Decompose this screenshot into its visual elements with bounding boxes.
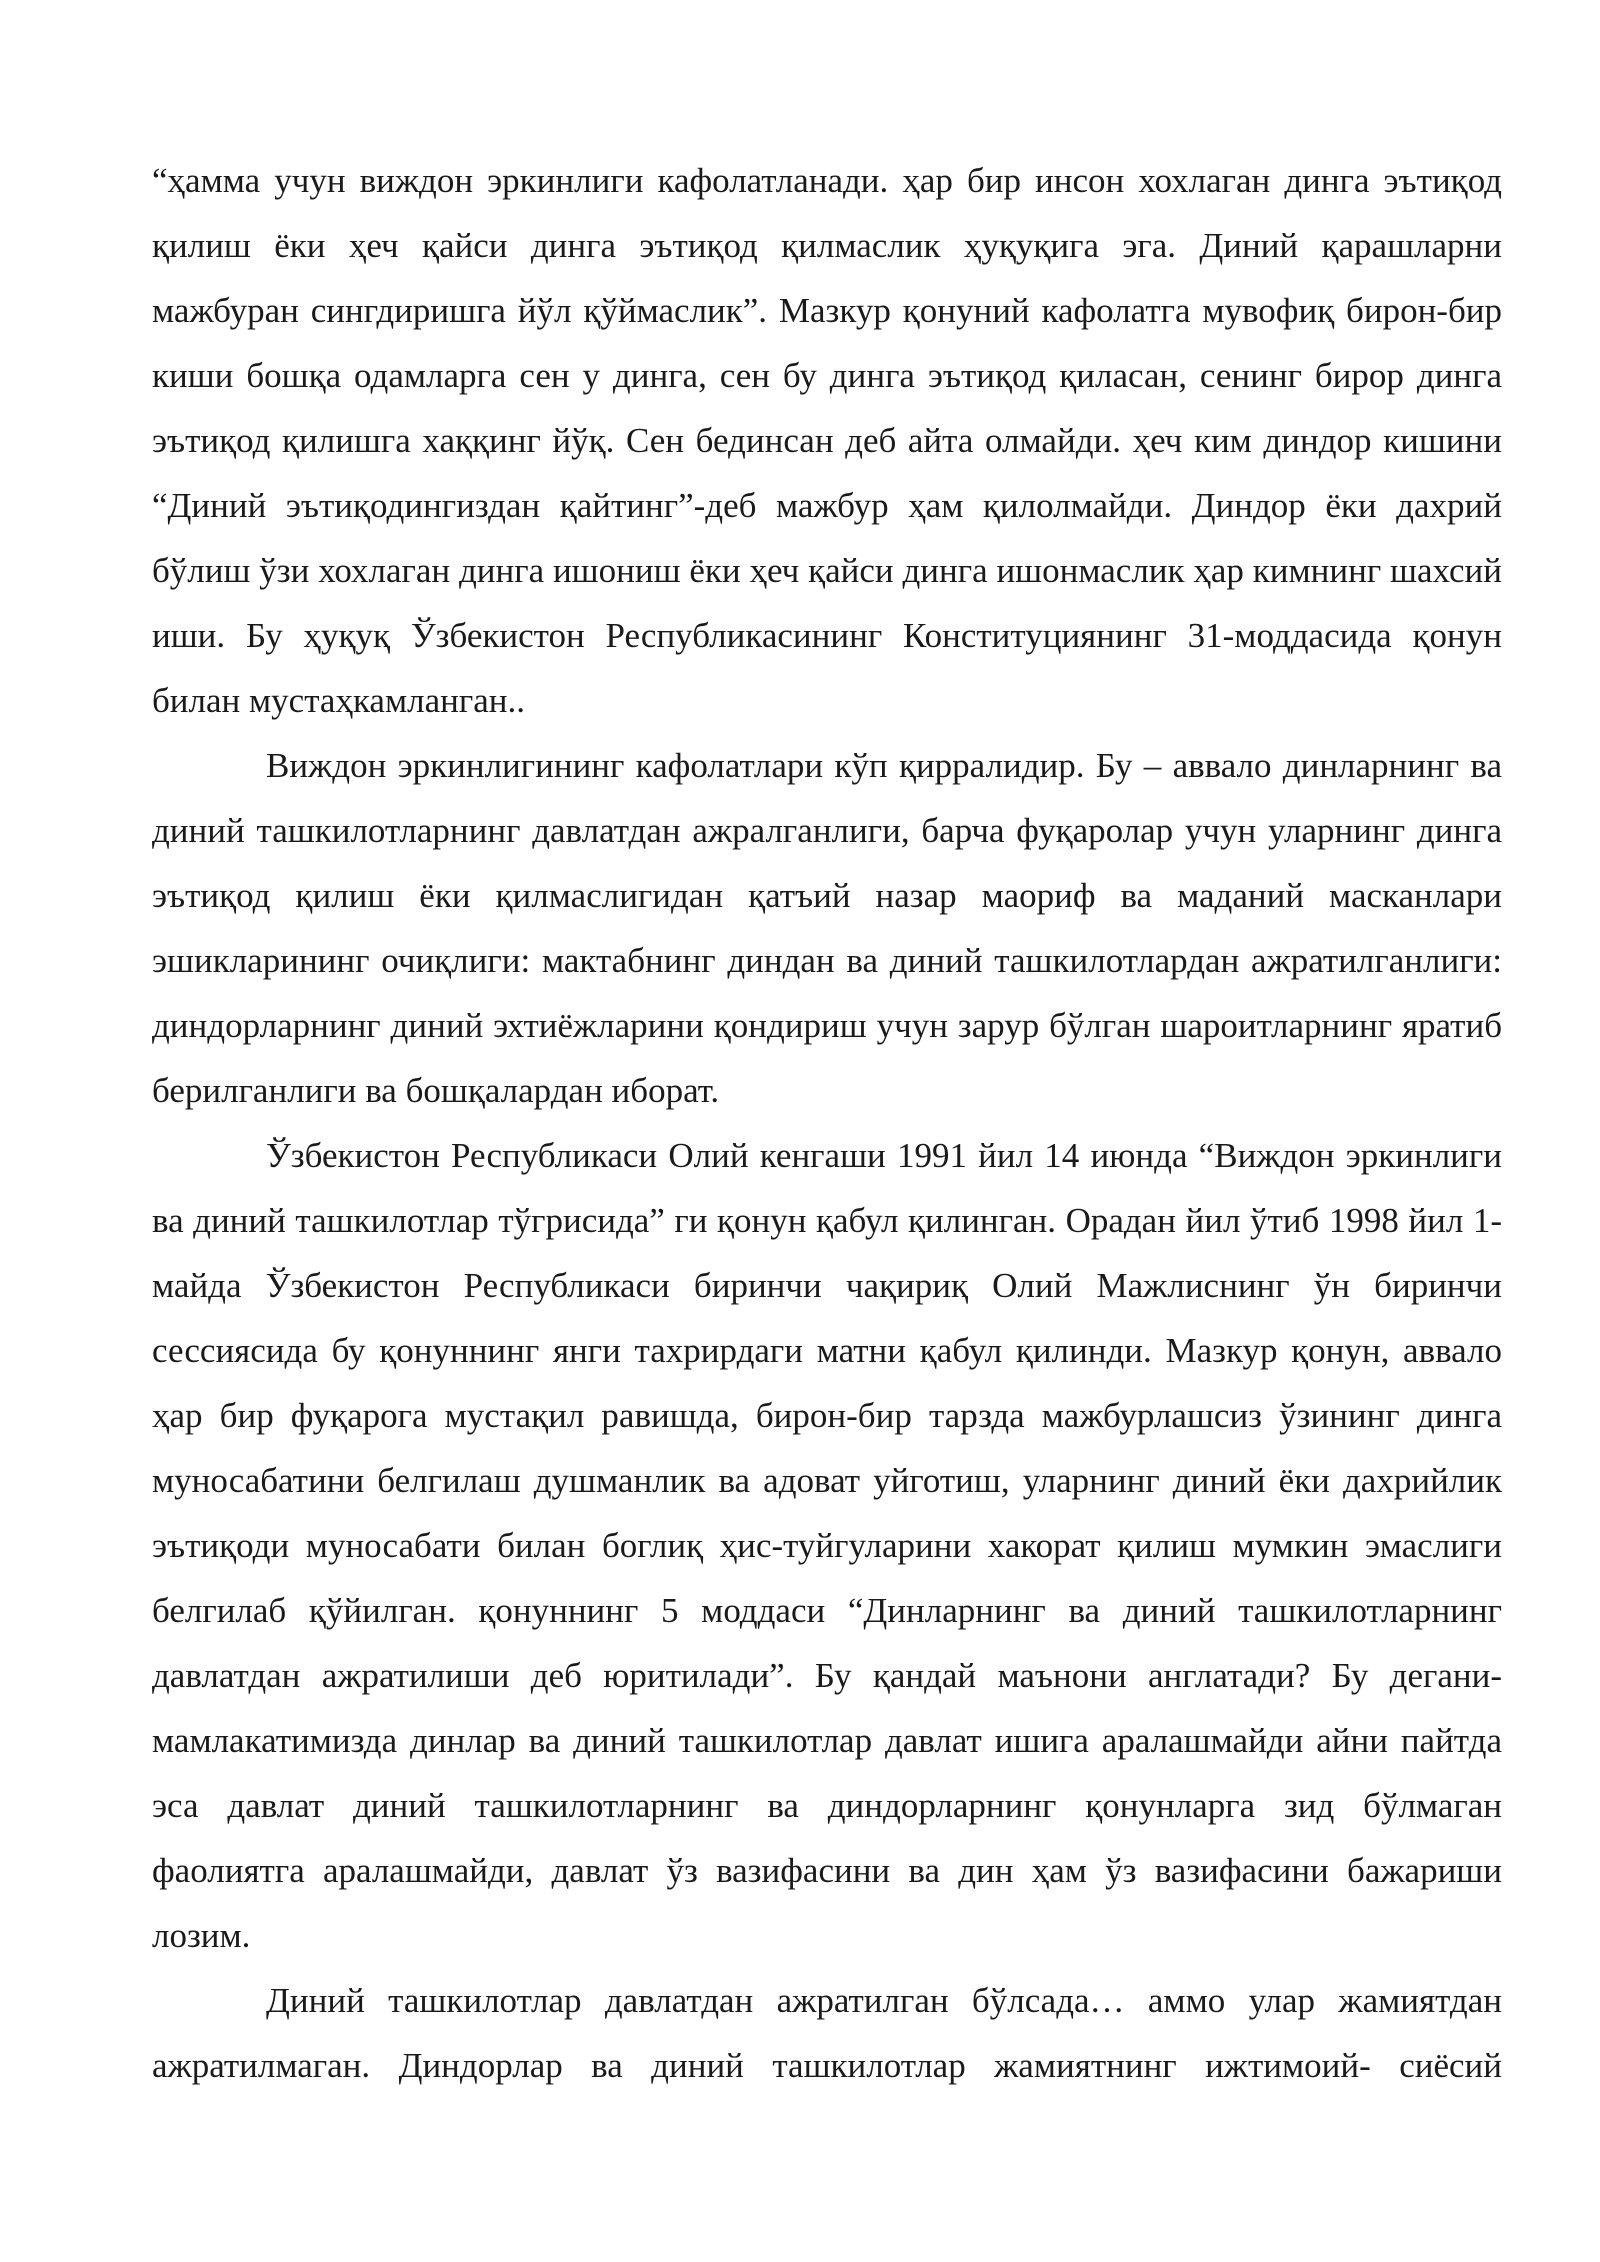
paragraph-2: Виждон эркинлигининг кафолатлари кўп қирралидир. Бу – аввало динларнинг ва диний ташкилотларнинг давлатдан ажралганлиги, барча фуқаролар учун уларнинг динга эътиқод қилиш ёки қилмаслигидан қатъий назар маориф ва маданий масканлари эшикларининг очиқлиги: мактабнинг диндан ва диний ташкилотлардан ажратилганлиги: диндорларнинг диний эхтиёжларини қондириш учун зарур бўлган шароитларнинг яратиб берилганлиги ва бошқалардан иборат.	[152, 746, 1502, 1110]
paragraph-3: Ўзбекистон Республикаси Олий кенгаши 1991 йил 14 июнда “Виждон эркинлиги ва диний ташкилотлар тўгрисида” ги қонун қабул қилинган. Орадан йил ўтиб 1998 йил 1-майда Ўзбекистон Республикаси биринчи чақириқ Олий Мажлиснинг ўн биринчи сессиясида бу қонуннинг янги тахрирдаги матни қабул қилинди. Мазкур қонун, аввало ҳар бир фуқарога мустақил равишда, бирон-бир тарзда мажбурлашсиз ўзининг динга муносабатини белгилаш душманлик ва адоват уйготиш, уларнинг диний ёки дахрийлик эътиқоди муносабати билан боглиқ ҳис-туйгуларини хакорат қилиш мумкин эмаслиги белгилаб қўйилган. қонуннинг 5 моддаси “Динларнинг ва диний ташкилотларнинг давлатдан ажратилиши деб юритилади”. Бу қандай маънони англатади? Бу дегани-мамлакатимизда динлар ва диний ташкилотлар давлат ишига аралашмайди айни пайтда эса давлат диний ташкилотларнинг ва диндорларнинг қонунларга зид бўлмаган фаолиятга аралашмайди, давлат ўз вазифасини ва дин ҳам ўз вазифасини бажариши лозим.	[152, 1136, 1502, 1955]
paragraph-4: Диний ташкилотлар давлатдан ажратилган бўлсада… аммо улар жамиятдан ажратилмаган. Диндорлар ва диний ташкилотлар жамиятнинг ижтимоий- сиёсий	[152, 1981, 1502, 2085]
document-body	[152, 148, 1502, 2098]
paragraph-1: “ҳамма учун виждон эркинлиги кафолатланади. ҳар бир инсон хохлаган динга эътиқод қилиш ёки ҳеч қайси динга эътиқод қилмаслик ҳуқуқига эга. Диний қарашларни мажбуран сингдиришга йўл қўймаслик”. Мазкур қонуний кафолатга мувофиқ бирон-бир киши бошқа одамларга сен у динга, сен бу динга эътиқод қиласан, сенинг бирор динга эътиқод қилишга хаққинг йўқ. Сен бединсан деб айта олмайди. ҳеч ким диндор кишини “Диний эътиқодингиздан қайтинг”-деб мажбур ҳам қилолмайди. Диндор ёки дахрий бўлиш ўзи хохлаган динга ишониш ёки ҳеч қайси динга ишонмаслик ҳар кимнинг шахсий иши. Бу ҳуқуқ Ўзбекистон Республикасининг Конституциянинг 31-моддасида қонун билан мустаҳкамланган..	[152, 161, 1502, 720]
